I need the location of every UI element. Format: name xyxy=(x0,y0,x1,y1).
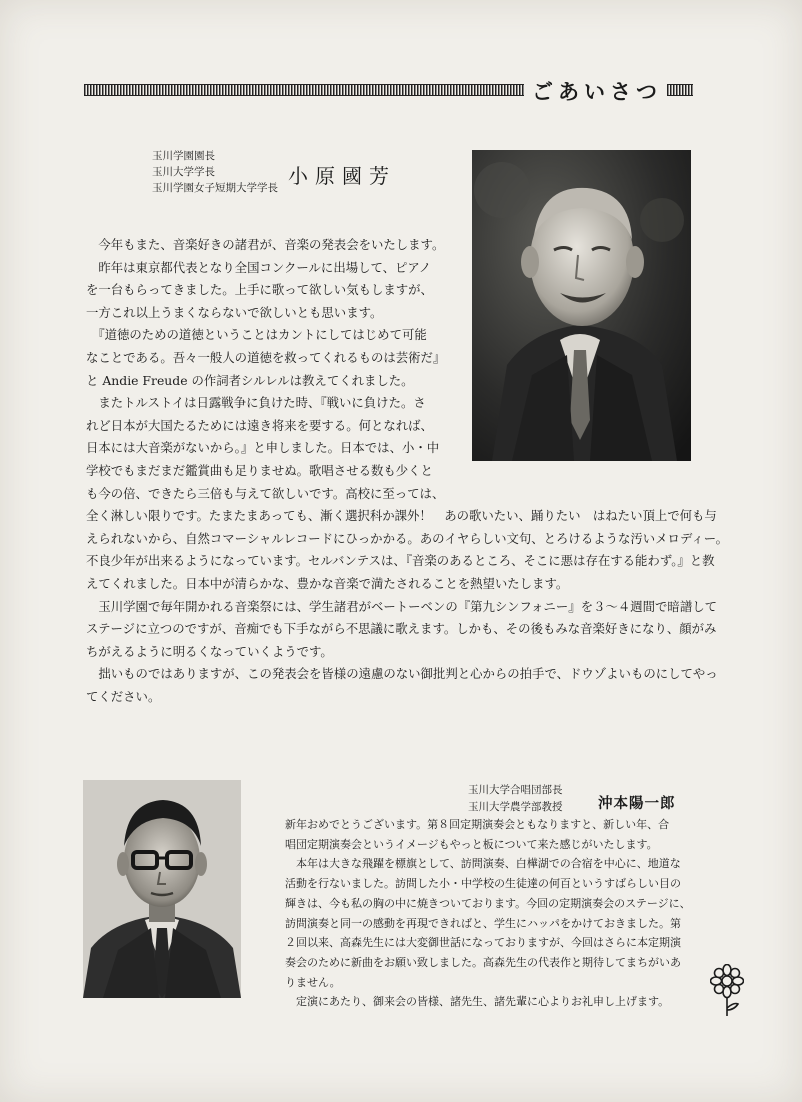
author2-title: 玉川大学合唱団部長 xyxy=(468,784,563,796)
greeting1-line: 全く淋しい限りです。たまたまあっても、漸く選択科か課外！ あの歌いたい、踊りたい はねたい頂上で何も与 xyxy=(86,508,717,524)
greeting1-line: てください。 xyxy=(86,688,161,704)
greeting2-body xyxy=(285,815,695,1012)
greeting2-line: 奏会のために新曲をお願い致しました。高森先生の代表作と期待してまちがいあ xyxy=(285,955,681,969)
greeting1-line: またトルストイは日露戦争に負けた時、『戦いに負けた。さ xyxy=(86,395,426,411)
author2-titles xyxy=(468,782,563,816)
greeting2-line: 本年は大きな飛躍を標旗として、訪問演奏、白樺湖での合宿を中心に、地道な xyxy=(285,857,681,871)
greeting1-line: 不良少年が出来るようになっています。セルバンテスは、『音楽のあるところ、そこに悪は存在する能わず。』と教 xyxy=(86,553,715,569)
greeting2-line: 定演にあたり、御来会の皆様、諸先生、諸先輩に心よりお礼申し上げます。 xyxy=(285,995,670,1009)
author1-titles xyxy=(152,148,278,196)
greeting1-line: 拙いものではありますが、この発表会を皆様の遠慮のない御批判と心からの拍手で、ドウゾよいものにしてやっ xyxy=(86,666,718,682)
header-rule-left xyxy=(84,84,524,96)
flower-icon xyxy=(710,964,744,1018)
greeting1-line: 玉川学園で毎年開かれる音楽祭には、学生諸君がベートーベンの『第九シンフォニー』を３〜４週間で暗譜して xyxy=(86,598,717,614)
greeting1-line: えられないから、自然コマーシャルレコードにひっかかる。あのイヤらしい文句、とろけるような汚いメロディー。 xyxy=(86,530,729,546)
greeting1-line: なことである。吾々一般人の道徳を救ってくれるものは芸術だ』 xyxy=(86,349,446,365)
author2-title: 玉川大学農学部教授 xyxy=(468,801,563,813)
greeting2-line: りません。 xyxy=(285,975,341,989)
author1-title: 玉川学園園長 xyxy=(152,150,215,162)
author1-name: 小原國芳 xyxy=(288,164,396,188)
greeting1-body xyxy=(86,234,729,708)
greeting1-line: れど日本が大国たるためには遠き将来を要する。何となれば、 xyxy=(86,417,433,433)
greeting1-line: 『道徳のための道徳ということはカントにしてはじめて可能 xyxy=(86,327,427,343)
greeting1-line: 日本には大音楽がないから。』と申しました。日本では、小・中 xyxy=(86,440,440,456)
author1-title: 玉川大学学長 xyxy=(152,166,215,178)
portrait-professor-image xyxy=(83,780,241,998)
header-rule-right xyxy=(667,84,693,96)
author2-name: 沖本陽一郎 xyxy=(598,796,676,812)
greeting2-line: 新年おめでとうございます。第８回定期演奏会ともなりますと、新しい年、合 xyxy=(285,818,670,831)
greeting2-line: 唱団定期演奏会というイメージもやっと板について来た感じがいたします。 xyxy=(285,837,658,851)
greeting2-line: 輝きは、今も私の胸の中に焼きついております。今回の定期演奏会のステージに、 xyxy=(285,896,691,910)
greeting1-line: 昨年は東京都代表となり全国コンクールに出場して、ピアノ xyxy=(86,259,432,275)
portrait-photo-professor xyxy=(83,780,241,998)
greeting2-line: ２回以来、高森先生には大変御世話になっておりますが、今回はさらに本定期演 xyxy=(285,936,681,950)
greeting1-line: と Andie Freude の作詞者シルレルは教えてくれました。 xyxy=(86,372,414,388)
greeting1-line: 学校でもまだまだ鑑賞曲も足りませぬ。歌唱させる数も少くと xyxy=(86,462,433,478)
greeting1-line: 一方これ以上うまくならないで欲しいとも思います。 xyxy=(86,304,383,320)
greeting2-line: 活動を行ないました。訪問した小・中学校の生徒達の何百というすばらしい目の xyxy=(285,877,681,891)
greeting1-line: を一台もらってきました。上手に歌って欲しい気もしますが、 xyxy=(86,282,433,298)
greeting1-line: ちがえるように明るくなっていくようです。 xyxy=(86,643,333,659)
greeting2-line: 訪問演奏と同一の感動を再現できればと、学生にハッパをかけておきました。第 xyxy=(285,916,681,930)
greeting1-line: えてくれました。日本中が清らかな、豊かな音楽で満たされることを熱望いたします。 xyxy=(86,575,569,591)
greeting1-line: 今年もまた、音楽好きの諸君が、音楽の発表会をいたします。 xyxy=(86,237,445,252)
author1-title: 玉川学園女子短期大学学長 xyxy=(152,182,278,194)
greeting1-line: も今の倍、できたら三倍も与えて欲しいです。高校に至っては、 xyxy=(86,485,445,501)
greeting1-line: ステージに立つのですが、音痴でも下手ながら不思議に歌えます。しかも、その後もみな音楽好きになり、顔がみ xyxy=(86,621,717,637)
page-title: ごあいさつ xyxy=(532,80,662,104)
